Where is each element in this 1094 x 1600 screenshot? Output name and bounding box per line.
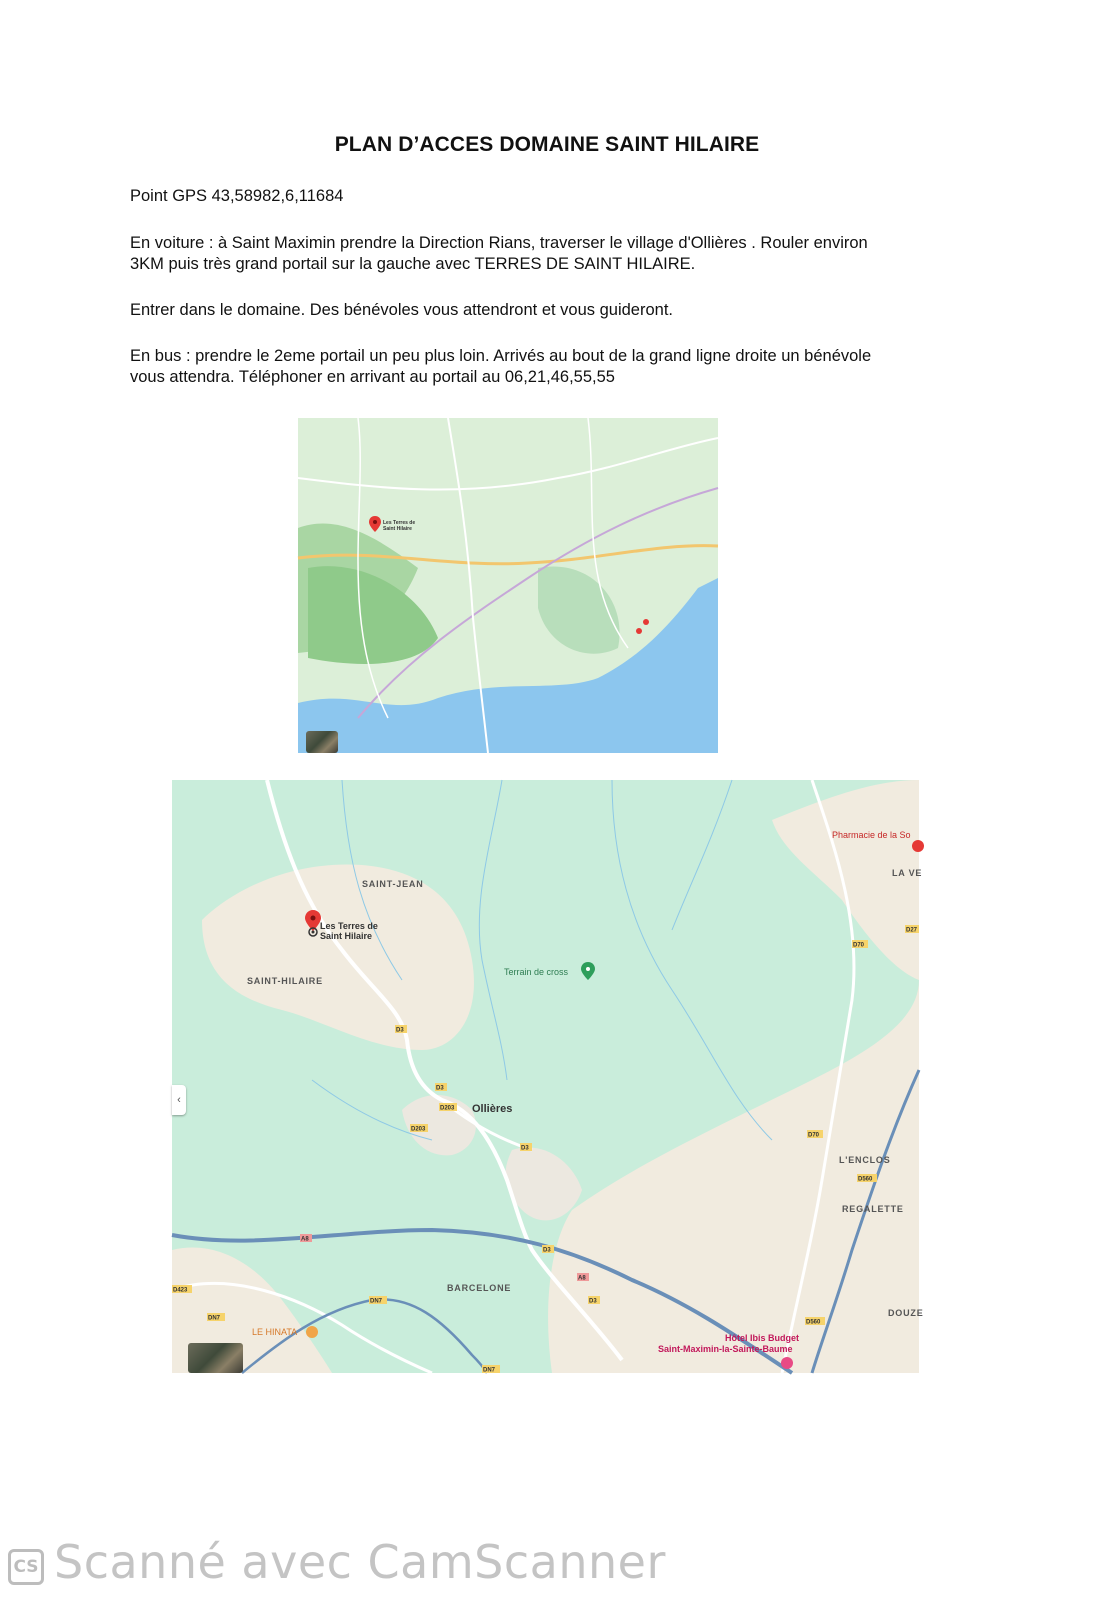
road-label: D3 [521, 1145, 529, 1152]
poi-label-terres-line-2: Saint Hilaire [320, 931, 373, 941]
road-label: D423 [173, 1287, 188, 1294]
road-label: D560 [806, 1319, 821, 1326]
road-label: D560 [858, 1176, 873, 1183]
entry-instructions: Entrer dans le domaine. Des bénévoles vous attendront et vous guideront. [130, 301, 674, 319]
marker-label-line-1: Les Terres de [383, 520, 416, 526]
camscanner-watermark [8, 1532, 666, 1592]
satellite-toggle-thumbnail[interactable] [306, 731, 338, 753]
road-label: D3 [589, 1298, 597, 1305]
poi-marker-icon[interactable] [643, 619, 649, 625]
poi-label-hotel-line-2: Saint-Maximin-la-Sainte-Baume [658, 1344, 793, 1354]
road-label: D70 [808, 1132, 820, 1139]
car-directions [130, 233, 960, 275]
camscanner-text: Scanné avec CamScanner [54, 1535, 666, 1589]
restaurant-pin-icon[interactable] [306, 1326, 318, 1338]
car-directions-line-2: 3KM puis très grand portail sur la gauche avec TERRES DE SAINT HILAIRE. [130, 255, 696, 273]
poi-label-le-hinata: LE HINATA [252, 1327, 298, 1337]
hotel-pin-icon[interactable] [781, 1357, 793, 1369]
bus-directions [130, 346, 960, 388]
gps-coordinates: Point GPS 43,58982,6,11684 [130, 187, 344, 205]
pharmacy-pin-icon[interactable] [912, 840, 924, 852]
collapse-panel-button[interactable] [172, 1085, 186, 1115]
place-label-la-ve: LA VE [892, 868, 923, 878]
road-label: DN7 [208, 1315, 221, 1322]
road-label: D3 [543, 1247, 551, 1254]
poi-label-terrain-cross: Terrain de cross [504, 967, 569, 977]
camscanner-logo: CS [8, 1549, 44, 1585]
place-label-saint-hilaire: SAINT-HILAIRE [247, 976, 323, 986]
road-label: DN7 [483, 1367, 496, 1374]
regional-map-canvas [298, 418, 718, 753]
page-title: PLAN D’ACCES DOMAINE SAINT HILAIRE [334, 133, 760, 156]
satellite-toggle-thumbnail[interactable] [188, 1343, 243, 1373]
poi-marker-icon[interactable] [636, 628, 642, 634]
place-label-barcelone: BARCELONE [447, 1283, 512, 1293]
road-label: D3 [396, 1027, 404, 1034]
road-label: A8 [301, 1236, 309, 1243]
road-label: D203 [440, 1105, 455, 1112]
road-label: D70 [853, 942, 865, 949]
road-label: D3 [436, 1085, 444, 1092]
road-label: DN7 [370, 1298, 383, 1305]
bus-directions-line-1: En bus : prendre le 2eme portail un peu plus loin. Arrivés au bout de la grand ligne droite un bénévole [130, 347, 872, 365]
poi-label-terres-line-1: Les Terres de [320, 921, 378, 931]
car-directions-line-1: En voiture : à Saint Maximin prendre la Direction Rians, traverser le village d'Ollières . Rouler environ [130, 234, 868, 252]
place-label-douze: DOUZE [888, 1308, 924, 1318]
regional-map[interactable] [298, 418, 718, 753]
place-label-ollieres: Ollières [472, 1103, 513, 1115]
marker-label-line-2: Saint Hilaire [383, 526, 412, 532]
road-label: D203 [411, 1126, 426, 1133]
detail-map[interactable] [172, 780, 924, 1374]
place-label-lenclos: L'ENCLOS [839, 1155, 891, 1165]
place-label-regalette: REGALETTE [842, 1204, 904, 1214]
bus-directions-line-2: vous attendra. Téléphoner en arrivant au portail au 06,21,46,55,55 [130, 368, 615, 386]
detail-map-canvas [172, 780, 924, 1374]
chevron-left-icon: ‹ [177, 1094, 181, 1106]
poi-label-hotel-line-1: Hôtel Ibis Budget [725, 1333, 799, 1343]
poi-label-pharmacie: Pharmacie de la So [832, 830, 911, 840]
place-label-saint-jean: SAINT-JEAN [362, 879, 424, 889]
road-label: D27 [906, 927, 918, 934]
road-label: A8 [578, 1275, 586, 1282]
